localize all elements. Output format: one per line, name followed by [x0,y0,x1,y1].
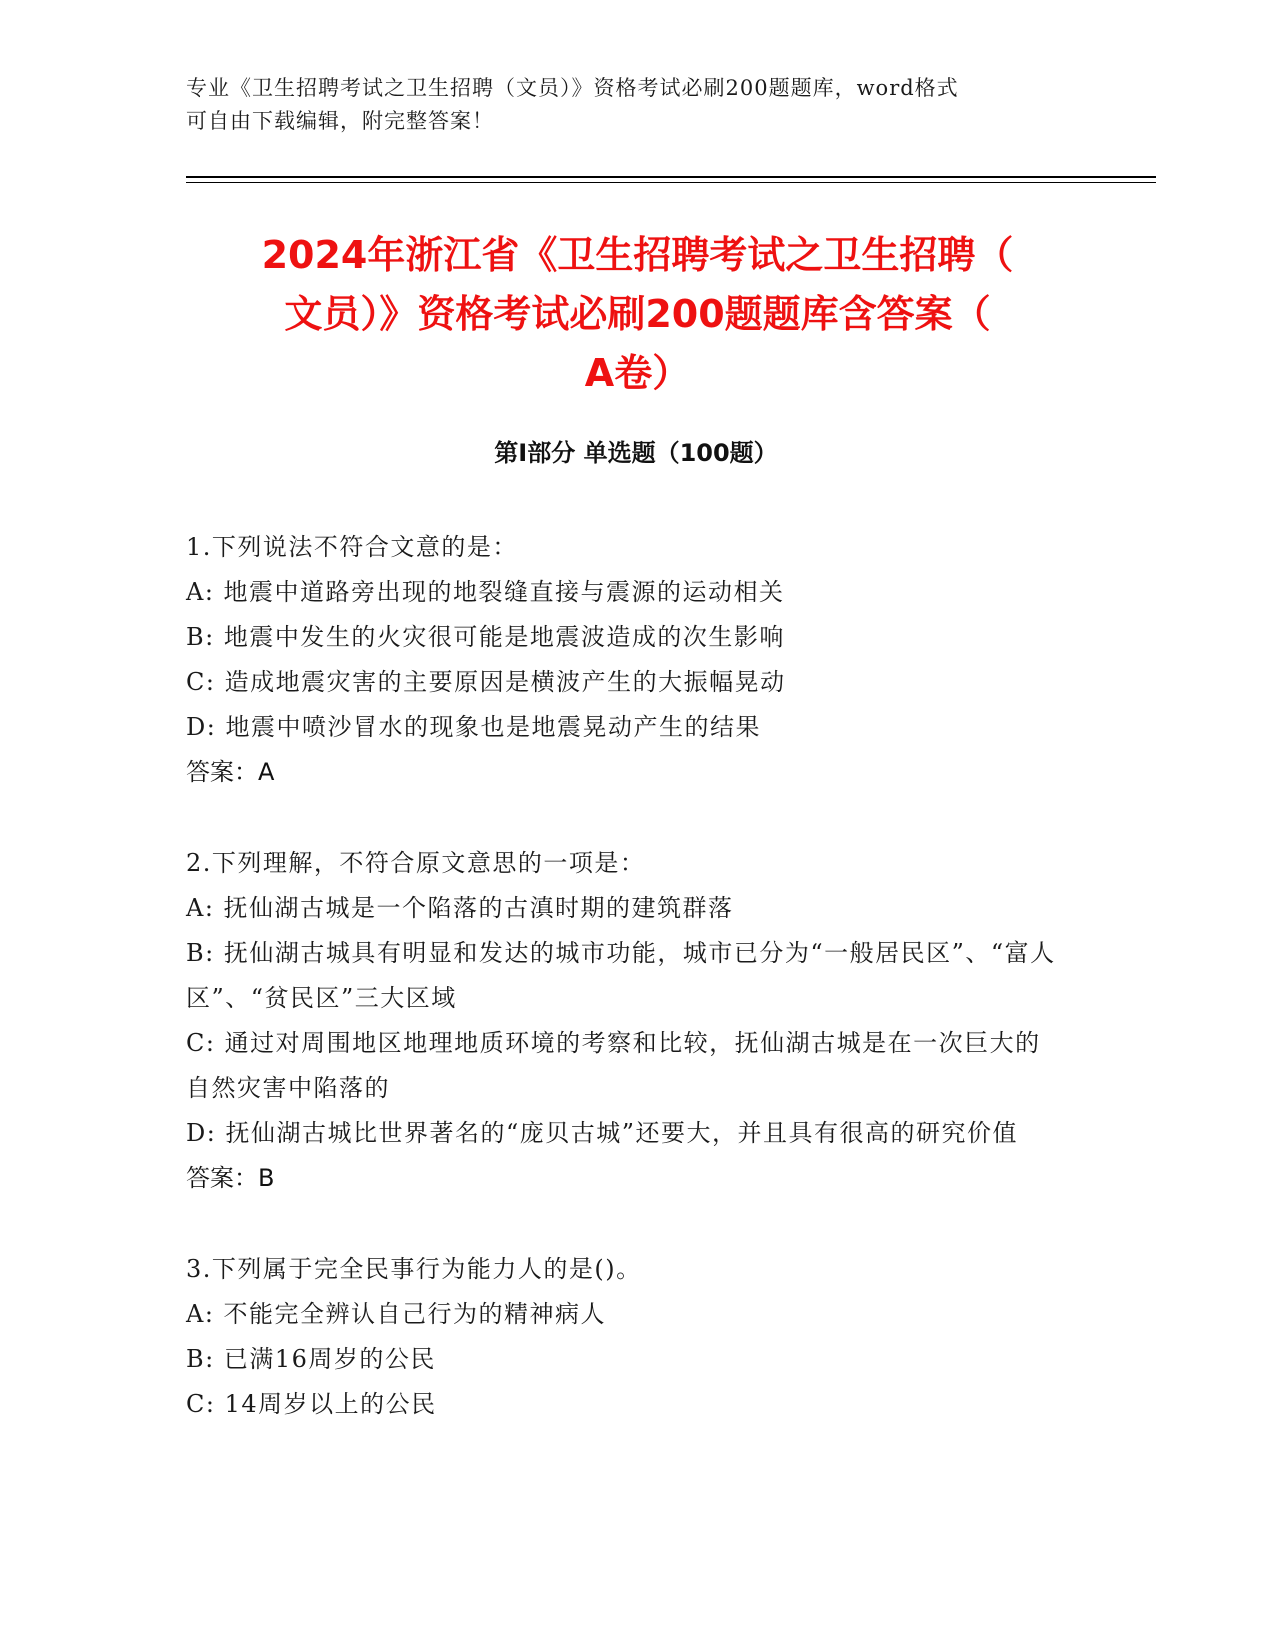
question-stem: 2.下列理解，不符合原文意思的一项是： [186,849,646,877]
question-stem: 3.下列属于完全民事行为能力人的是()。 [186,1255,642,1283]
option-b: B: 抚仙湖古城具有明显和发达的城市功能，城市已分为“一般居民区”、“富人区”、“贫民区”三大区域 [186,939,1056,1012]
header-divider-thin [186,182,1156,183]
option-a: A: 地震中道路旁出现的地裂缝直接与震源的运动相关 [186,578,785,606]
question-list [186,525,1066,1473]
option-b: B: 地震中发生的火灾很可能是地震波造成的次生影响 [186,623,785,651]
answer-line: 答案：A [186,758,275,786]
answer-line: 答案：B [186,1164,275,1192]
header-note: 专业《卫生招聘考试之卫生招聘（文员）》资格考试必刷200题题库，word格式 可自由下载编辑，附完整答案！ [186,76,959,133]
option-c: C: 造成地震灾害的主要原因是横波产生的大振幅晃动 [186,668,786,696]
option-d: D: 抚仙湖古城比世界著名的“庞贝古城”还要大，并且具有很高的研究价值 [186,1119,1018,1147]
option-a: A: 不能完全辨认自己行为的精神病人 [186,1300,607,1328]
header-divider-thick [186,176,1156,178]
question-item [186,841,1066,1201]
option-d: D: 地震中喷沙冒水的现象也是地震晃动产生的结果 [186,713,761,741]
question-stem: 1.下列说法不符合文意的是： [186,533,518,561]
question-item [186,525,1066,795]
question-item [186,1247,1066,1427]
option-c: C: 通过对周围地区地理地质环境的考察和比较，抚仙湖古城是在一次巨大的自然灾害中陷落的 [186,1029,1041,1102]
document-title: 2024年浙江省《卫生招聘考试之卫生招聘（ 文员）》资格考试必刷200题题库含答案（ A卷） [261,233,1014,395]
option-c: C: 14周岁以上的公民 [186,1390,437,1418]
option-a: A: 抚仙湖古城是一个陷落的古滇时期的建筑群落 [186,894,734,922]
option-b: B: 已满16周岁的公民 [186,1345,436,1373]
section-heading: 第I部分 单选题（100题） [494,439,778,467]
